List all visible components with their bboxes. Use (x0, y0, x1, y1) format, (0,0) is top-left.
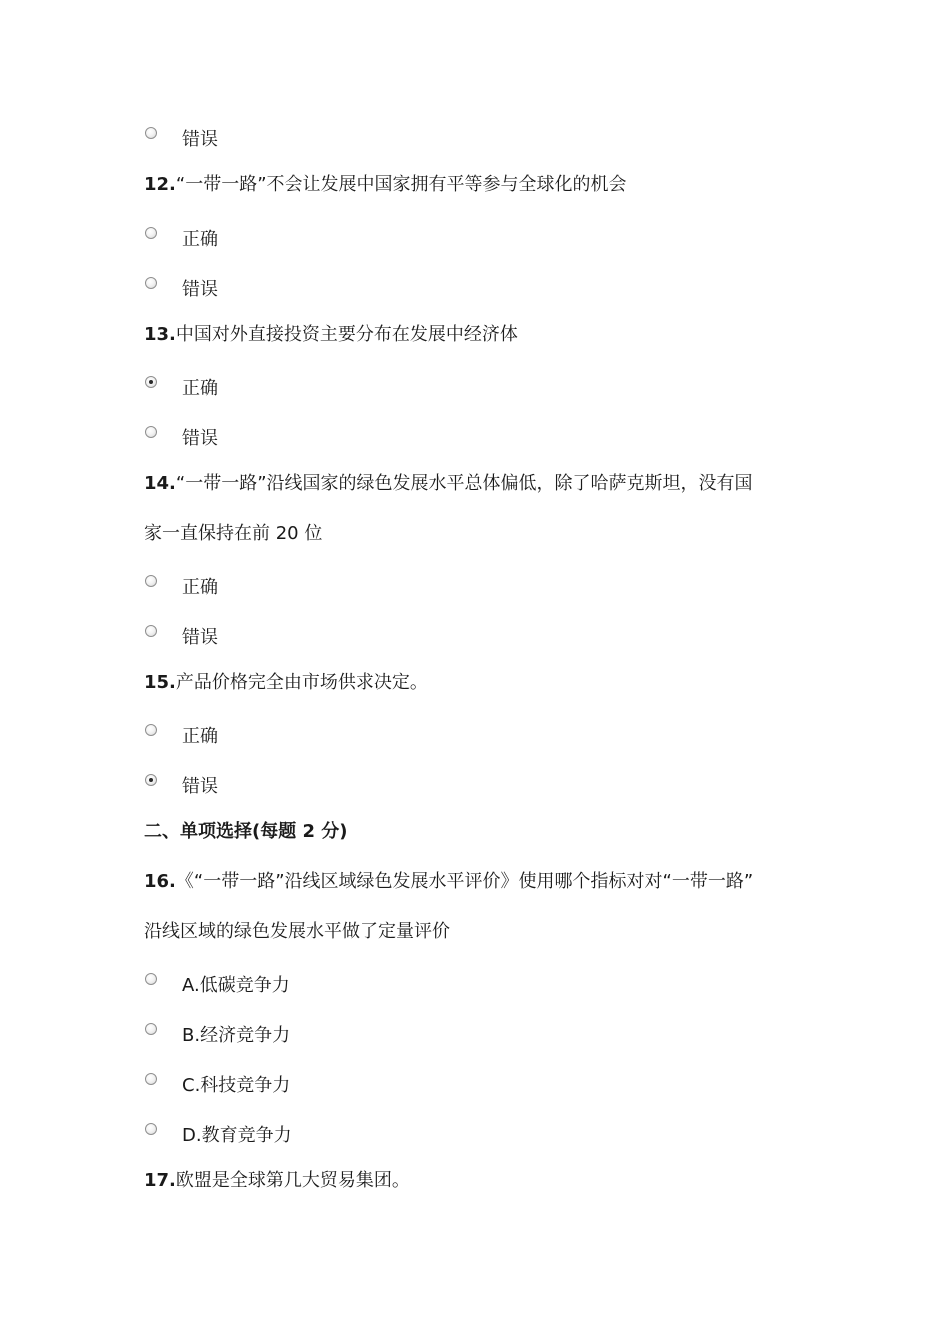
question-text: “一带一路”不会让发展中国家拥有平等参与全球化的机会 (175, 174, 627, 195)
radio-button[interactable] (145, 426, 157, 438)
radio-button[interactable] (145, 1123, 157, 1135)
radio-button[interactable] (145, 575, 157, 587)
q15-option-wrong[interactable] (145, 774, 218, 800)
question-16-continued (144, 920, 450, 944)
q13-option-wrong[interactable] (145, 426, 218, 452)
question-text: “一带一路”沿线国家的绿色发展水平总体偏低，除了哈萨克斯坦，没有国 (175, 473, 753, 494)
q15-option-correct[interactable] (145, 724, 218, 750)
question-text: 家一直保持在前 20 位 (144, 523, 323, 544)
option-label: C.科技竞争力 (182, 1075, 291, 1096)
q11-option-wrong[interactable] (145, 127, 218, 153)
question-number: 13. (144, 324, 176, 345)
radio-button[interactable] (145, 1073, 157, 1085)
option-label: 错误 (182, 129, 218, 150)
question-number: 15. (144, 672, 176, 693)
question-16 (144, 870, 753, 894)
question-text: 欧盟是全球第几大贸易集团。 (175, 1170, 410, 1191)
q16-option-b[interactable] (145, 1023, 290, 1049)
question-text: 沿线区域的绿色发展水平做了定量评价 (144, 921, 450, 942)
q16-option-d[interactable] (145, 1123, 292, 1149)
question-text: 产品价格完全由市场供求决定。 (175, 672, 428, 693)
radio-button[interactable] (145, 724, 157, 736)
question-14 (144, 472, 753, 496)
question-14-continued (144, 522, 322, 546)
option-label: 正确 (182, 229, 218, 250)
option-label: 错误 (182, 428, 218, 449)
radio-button-selected[interactable] (145, 774, 157, 786)
question-number: 12. (144, 174, 176, 195)
q12-option-correct[interactable] (145, 227, 218, 253)
q13-option-correct[interactable] (145, 376, 218, 402)
question-17 (144, 1169, 410, 1193)
question-number: 14. (144, 473, 176, 494)
radio-button[interactable] (145, 625, 157, 637)
option-label: 正确 (182, 378, 218, 399)
radio-button[interactable] (145, 973, 157, 985)
q16-option-a[interactable] (145, 973, 290, 999)
section-title: 二、单项选择(每题 2 分) (144, 821, 348, 842)
option-label: D.教育竞争力 (182, 1125, 292, 1146)
option-label: B.经济竞争力 (182, 1025, 291, 1046)
q14-option-wrong[interactable] (145, 625, 218, 651)
option-label: 错误 (182, 776, 218, 797)
option-label: 错误 (182, 279, 218, 300)
q14-option-correct[interactable] (145, 575, 218, 601)
question-13 (144, 323, 518, 347)
radio-button-selected[interactable] (145, 376, 157, 388)
radio-button[interactable] (145, 227, 157, 239)
radio-button[interactable] (145, 1023, 157, 1035)
q12-option-wrong[interactable] (145, 277, 218, 303)
question-number: 17. (144, 1170, 176, 1191)
option-label: A.低碳竞争力 (182, 975, 290, 996)
question-text: 中国对外直接投资主要分布在发展中经济体 (175, 324, 518, 345)
option-label: 错误 (182, 627, 218, 648)
q16-option-c[interactable] (145, 1073, 290, 1099)
question-text: 《“一带一路”沿线区域绿色发展水平评价》使用哪个指标对对“一带一路” (175, 871, 754, 892)
question-12 (144, 173, 627, 197)
radio-button[interactable] (145, 277, 157, 289)
option-label: 正确 (182, 726, 218, 747)
question-number: 16. (144, 871, 176, 892)
question-15 (144, 671, 428, 695)
option-label: 正确 (182, 577, 218, 598)
radio-button[interactable] (145, 127, 157, 139)
